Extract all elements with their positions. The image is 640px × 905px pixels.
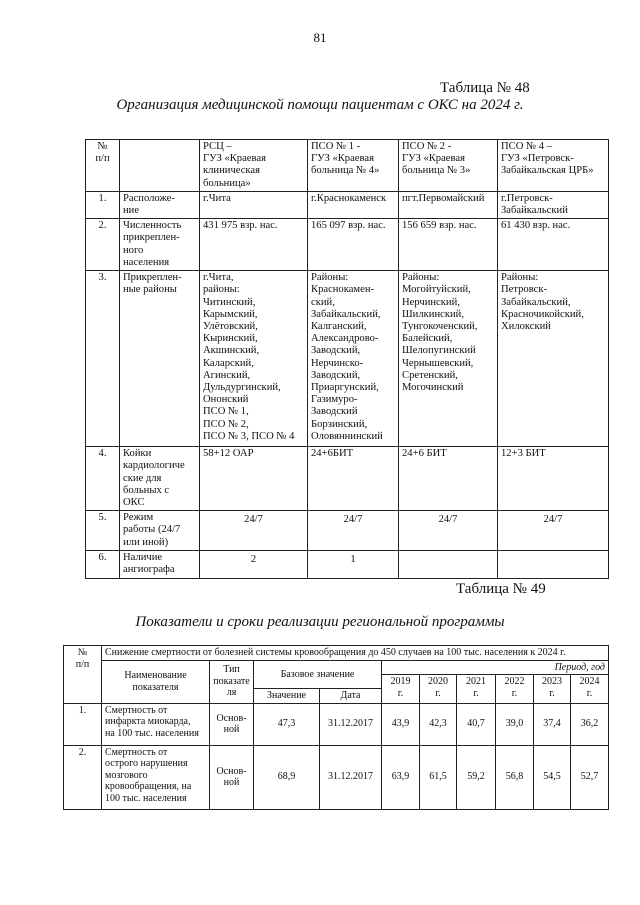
row-number: 1.: [86, 191, 120, 218]
table-cell: Районы: Краснокамен- ский, Забайкальский, Калганский, Александрово- Заводский, Нерчинско- Заводский, Приаргунский, Газимуро- Заводский Борзинский, Оловяннинский: [308, 271, 399, 447]
table-row: [86, 511, 609, 551]
row-label: Смертность от острого нарушения мозгового кровообращения, на 100 тыс. населения: [102, 745, 210, 809]
table-cell: 2: [200, 551, 308, 579]
row-date: 31.12.2017: [320, 703, 382, 745]
year-value: 42,3: [420, 703, 457, 745]
row-value: 68,9: [254, 745, 320, 809]
table-49-label: Таблица № 49: [456, 581, 546, 597]
table-48-label: Таблица № 48: [440, 80, 530, 96]
row-value: 47,3: [254, 703, 320, 745]
table-row: [64, 745, 609, 809]
table-cell: 1: [308, 551, 399, 579]
table-cell: [498, 551, 609, 579]
table-cell: 165 097 взр. нас.: [308, 219, 399, 271]
header-cell: ПСО № 2 - ГУЗ «Краевая больница № 3»: [399, 140, 498, 192]
table-cell: 24/7: [308, 511, 399, 551]
year-value: 40,7: [457, 703, 496, 745]
year-value: 56,8: [496, 745, 534, 809]
table-row: [86, 191, 609, 218]
year-value: 59,2: [457, 745, 496, 809]
row-label: Расположе- ние: [120, 191, 200, 218]
header-cell-name: Наименование показателя: [102, 660, 210, 703]
table-row: [86, 219, 609, 271]
row-label: Численность прикреплен- ного населения: [120, 219, 200, 271]
header-cell-type: Тип показате ля: [210, 660, 254, 703]
row-number: 1.: [64, 703, 102, 745]
header-cell: [120, 140, 200, 192]
row-number: 2.: [86, 219, 120, 271]
table-49-title: Показатели и сроки реализации региональной программы: [135, 614, 505, 630]
table-cell: 156 659 взр. нас.: [399, 219, 498, 271]
row-number: 5.: [86, 511, 120, 551]
table-cell: г.Чита, районы: Читинский, Карымский, Улётовский, Кыринский, Акшинский, Каларский, Агинский, Дульдургинский, Ононский ПСО № 1, ПСО № 2, ПСО № 3, ПСО № 4: [200, 271, 308, 447]
header-cell-year: 2021 г.: [457, 675, 496, 704]
table-row: [86, 271, 609, 447]
table-cell: 24/7: [498, 511, 609, 551]
row-label: Койки кардиологиче ские для больных с ОКС: [120, 447, 200, 511]
header-cell-number: № п/п: [64, 646, 102, 704]
row-number: 4.: [86, 447, 120, 511]
header-cell-year: 2019 г.: [382, 675, 420, 704]
table-cell: г.Чита: [200, 191, 308, 218]
row-number: 6.: [86, 551, 120, 579]
table-48: [85, 139, 609, 579]
row-label: Наличие ангиографа: [120, 551, 200, 579]
header-cell-year: 2023 г.: [534, 675, 571, 704]
header-cell-year: 2020 г.: [420, 675, 457, 704]
page-number: 81: [313, 30, 327, 45]
header-cell-value: Значение: [254, 689, 320, 704]
header-cell: РСЦ – ГУЗ «Краевая клиническая больница»: [200, 140, 308, 192]
table-cell: 12+3 БИТ: [498, 447, 609, 511]
header-cell-year: 2022 г.: [496, 675, 534, 704]
table-49-header-row: [64, 660, 609, 675]
header-cell-base: Базовое значение: [254, 660, 382, 689]
table-cell: [399, 551, 498, 579]
year-value: 54,5: [534, 745, 571, 809]
table-cell: г.Петровск- Забайкальский: [498, 191, 609, 218]
table-cell: Районы: Петровск- Забайкальский, Красночикойский, Хилокский: [498, 271, 609, 447]
table-48-title: Организация медицинской помощи пациентам с ОКС на 2024 г.: [116, 97, 524, 113]
table-cell: 24/7: [399, 511, 498, 551]
row-date: 31.12.2017: [320, 745, 382, 809]
year-value: 63,9: [382, 745, 420, 809]
year-value: 52,7: [571, 745, 609, 809]
table-48-header-row: [86, 140, 609, 192]
year-value: 37,4: [534, 703, 571, 745]
table-cell: 24+6БИТ: [308, 447, 399, 511]
table-cell: 24+6 БИТ: [399, 447, 498, 511]
goal-cell: Снижение смертности от болезней системы кровообращения до 450 случаев на 100 тыс. населения к 2024 г.: [102, 646, 609, 661]
year-value: 36,2: [571, 703, 609, 745]
header-cell-date: Дата: [320, 689, 382, 704]
table-cell: 24/7: [200, 511, 308, 551]
row-type: Основ- ной: [210, 703, 254, 745]
row-label: Прикреплен- ные районы: [120, 271, 200, 447]
table-cell: г.Краснокаменск: [308, 191, 399, 218]
table-cell: пгт.Первомайский: [399, 191, 498, 218]
year-value: 43,9: [382, 703, 420, 745]
table-cell: 58+12 ОАР: [200, 447, 308, 511]
table-row: [64, 703, 609, 745]
table-49-goal-row: [64, 646, 609, 661]
header-cell: № п/п: [86, 140, 120, 192]
table-49: [63, 645, 609, 810]
row-label: Смертность от инфаркта миокарда, на 100 тыс. населения: [102, 703, 210, 745]
row-number: 3.: [86, 271, 120, 447]
row-label: Режим работы (24/7 или иной): [120, 511, 200, 551]
header-cell: ПСО № 1 - ГУЗ «Краевая больница № 4»: [308, 140, 399, 192]
table-cell: 61 430 взр. нас.: [498, 219, 609, 271]
table-cell: 431 975 взр. нас.: [200, 219, 308, 271]
table-row: [86, 551, 609, 579]
header-cell: ПСО № 4 – ГУЗ «Петровск- Забайкальская ЦРБ»: [498, 140, 609, 192]
header-cell-period: Период, год: [382, 660, 609, 675]
table-cell: Районы: Могойтуйский, Нерчинский, Шилкинский, Тунгокоченский, Балейский, Шелопугинский Чернышевский, Сретенский, Могочинский: [399, 271, 498, 447]
table-row: [86, 447, 609, 511]
year-value: 39,0: [496, 703, 534, 745]
row-type: Основ- ной: [210, 745, 254, 809]
row-number: 2.: [64, 745, 102, 809]
year-value: 61,5: [420, 745, 457, 809]
header-cell-year: 2024 г.: [571, 675, 609, 704]
